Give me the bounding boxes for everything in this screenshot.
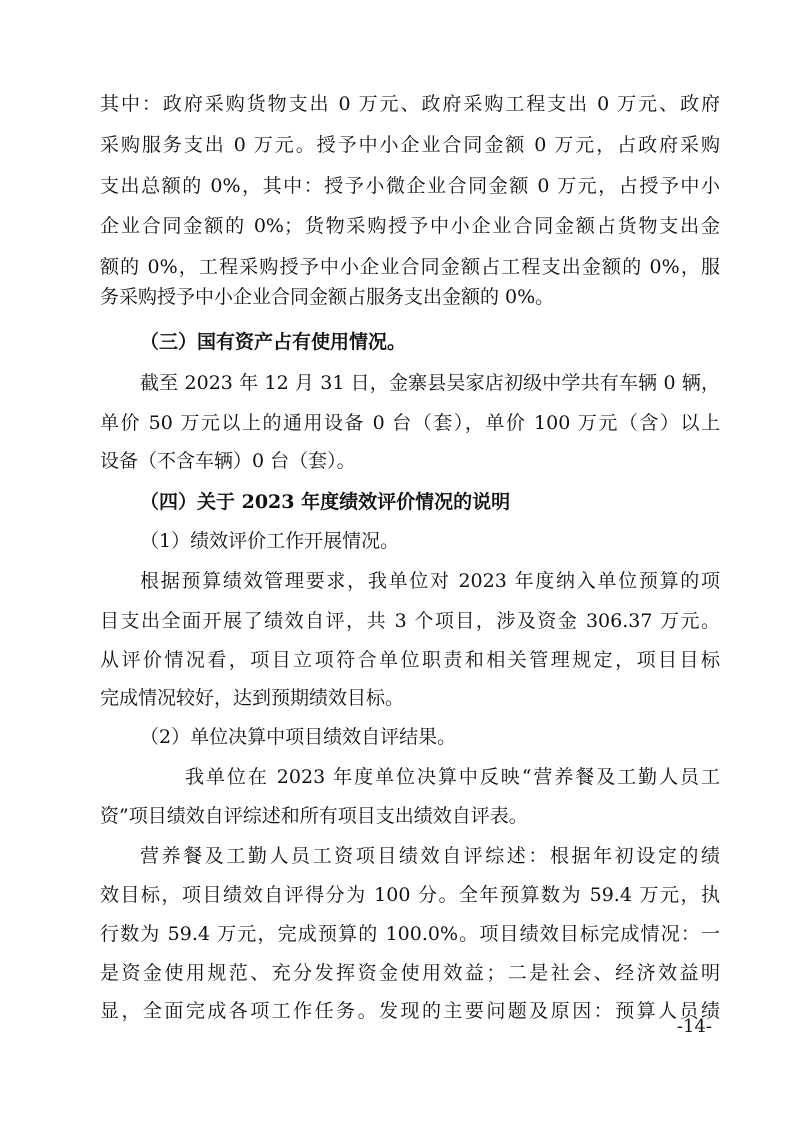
- text-line: 我单位在 2023 年度单位决算中反映“营养餐及工勤人员工: [185, 766, 720, 788]
- text-line: 资”项目绩效自评综述和所有项目支出绩效自评表。: [100, 805, 528, 827]
- text-line: 务采购授予中小企业合同金额占服务支出金额的 0%。: [100, 286, 555, 308]
- text-line: 采购服务支出 0 万元。授予中小企业合同金额 0 万元，占政府采购: [100, 134, 720, 156]
- text-line: 是资金使用规范、充分发挥资金使用效益；二是社会、经济效益明: [100, 962, 720, 984]
- text-line: 完成情况较好，达到预期绩效目标。: [100, 687, 405, 709]
- text-line: 行数为 59.4 万元，完成预算的 100.0%。项目绩效目标完成情况：一: [100, 923, 720, 945]
- section-heading: （四）关于 2023 年度绩效评价情况的说明: [140, 491, 511, 513]
- text-line: 单价 50 万元以上的通用设备 0 台（套），单价 100 万元（含）以上: [100, 412, 720, 434]
- text-line: 额的 0%，工程采购授予中小企业合同金额占工程支出金额的 0%，服: [100, 256, 720, 278]
- text-line: 截至 2023 年 12 月 31 日，金寨县吴家店初级中学共有车辆 0 辆，: [140, 372, 720, 394]
- text-line: 企业合同金额的 0%；货物采购授予中小企业合同金额占货物支出金: [100, 215, 720, 237]
- text-line: 显，全面完成各项工作任务。发现的主要问题及原因：预算人员绩: [100, 1000, 720, 1022]
- text-line: 效目标，项目绩效自评得分为 100 分。全年预算数为 59.4 万元，执: [100, 884, 720, 906]
- text-line: 从评价情况看，项目立项符合单位职责和相关管理规定，项目目标: [100, 649, 720, 671]
- text-line: 支出总额的 0%，其中：授予小微企业合同金额 0 万元，占授予中小: [100, 175, 720, 197]
- text-line: 设备（不含车辆）0 台（套）。: [100, 450, 356, 472]
- text-line: 根据预算绩效管理要求，我单位对 2023 年度纳入单位预算的项: [140, 570, 720, 592]
- section-heading: （三）国有资产占有使用情况。: [140, 331, 407, 353]
- text-line: 其中：政府采购货物支出 0 万元、政府采购工程支出 0 万元、政府: [100, 93, 720, 115]
- page-number: -14-: [676, 1016, 712, 1037]
- text-line: 目支出全面开展了绩效自评，共 3 个项目，涉及资金 306.37 万元。: [100, 610, 720, 632]
- subsection-heading: （1）绩效评价工作开展情况。: [140, 530, 400, 552]
- text-line: 营养餐及工勤人员工资项目绩效自评综述：根据年初设定的绩: [140, 845, 720, 867]
- subsection-heading: （2）单位决算中项目绩效自评结果。: [140, 726, 457, 748]
